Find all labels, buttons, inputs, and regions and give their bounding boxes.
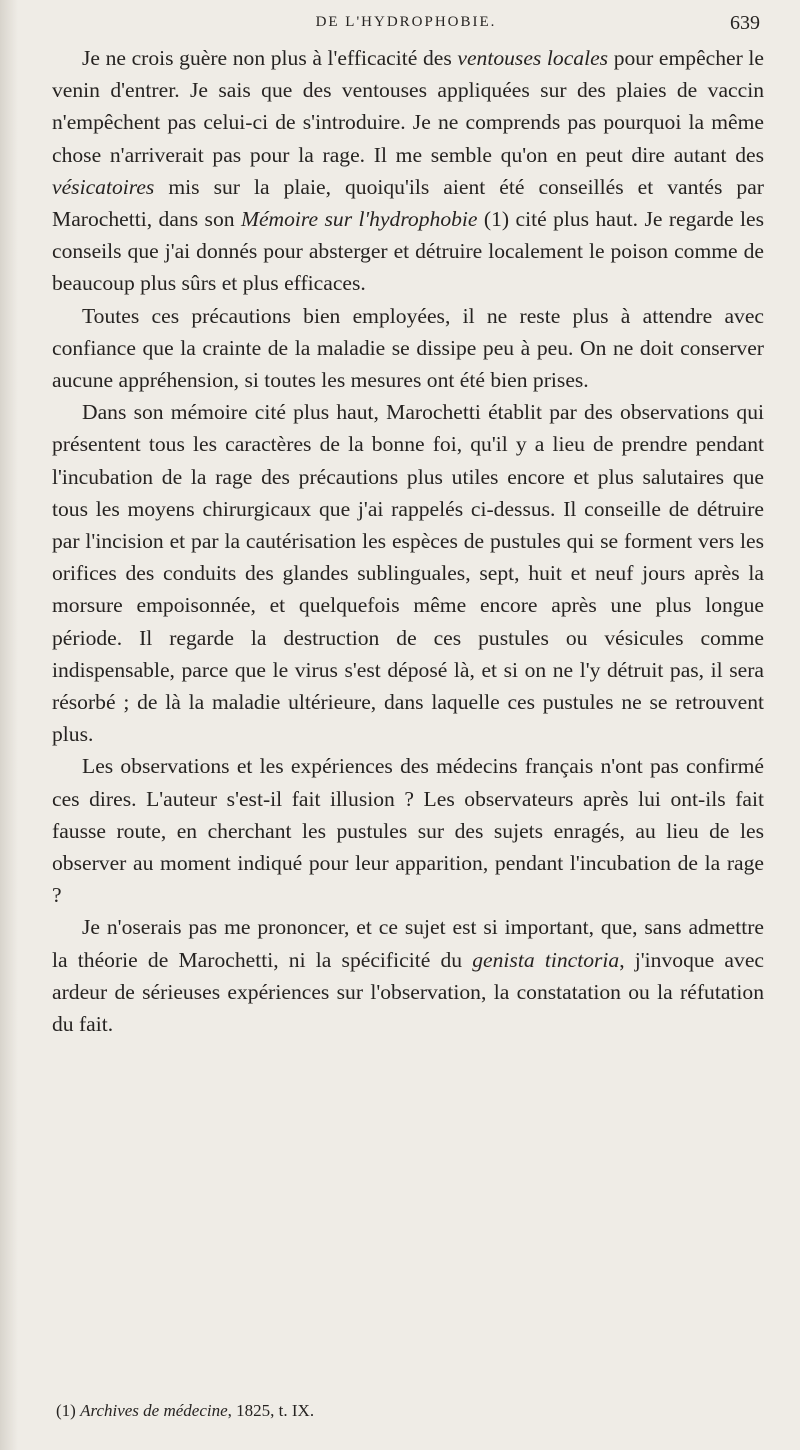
page-header	[52, 8, 760, 38]
text-run: , j'invoque avec ardeur de sérieuses expériences sur l'observation, la constatation ou la réfutation du fait.	[52, 947, 764, 1037]
footnote	[56, 1401, 314, 1421]
italic-text: ventouses locales	[457, 46, 609, 70]
body-text	[52, 42, 764, 1040]
footnote-source: Archives de médecine	[80, 1401, 228, 1420]
running-title: DE L'HYDROPHOBIE.	[315, 14, 497, 30]
text-run: (1) cité plus haut. Je regarde les conseils que j'ai donnés pour absterger et détruire localement le poison comme de beaucoup plus sûrs et plus efficaces.	[52, 207, 764, 296]
paragraph	[52, 750, 764, 911]
paragraph	[52, 911, 764, 1040]
footnote-details: , 1825, t. IX.	[227, 1401, 315, 1420]
paragraph	[52, 396, 764, 750]
page-number: 639	[730, 12, 760, 34]
page-edge-shadow	[0, 0, 18, 1450]
italic-text: genista tinctoria	[472, 947, 620, 972]
text-run: Je ne crois guère non plus à l'efficacité des	[82, 46, 458, 70]
text-run: pour empêcher le venin d'entrer. Je sais que des ventouses appliquées sur des plaies de vaccin n'empêchent pas celui-ci de s'introduire. Je ne comprends pas pourquoi la même chose n'arriverait pas pour la rage. Il me semble qu'on en peut dire autant des	[52, 46, 765, 167]
italic-text: vésicatoires	[52, 174, 155, 199]
text-run: Toutes ces précautions bien employées, il ne reste plus à attendre avec confiance que la crainte de la maladie se dissipe peu à peu. On ne doit conserver aucune appréhension, si toutes les mesures ont été bien prises.	[52, 303, 764, 393]
text-run: Dans son mémoire cité plus haut, Marochetti établit par des observations qui présentent tous les caractères de la bonne foi, qu'il y a lieu de prendre pendant l'incubation de la rage des précautions plus utiles encore et plus salutaires que tous les moyens chirurgicaux que j'ai rappelés ci-dessus. Il conseille de détruire par l'incision et par la cautérisation les espèces de pustules qui se forment vers les orifices des conduits des glandes sublinguales, sept, huit et neuf jours après la morsure empoisonnée, et quelquefois même encore après une plus longue période. Il regarde la destruction de ces pustules ou vésicules comme indispensable, parce que le virus s'est déposé là, et si on ne l'y détruit pas, il sera résorbé ; de là la maladie ultérieure, dans laquelle ces pustules ne se retrouvent plus.	[52, 400, 764, 747]
paragraph	[52, 300, 764, 397]
italic-text: Mémoire sur l'hydrophobie	[240, 207, 478, 232]
text-run: Les observations et les expériences des médecins français n'ont pas confirmé ces dires. L'auteur s'est-il fait illusion ? Les observateurs après lui ont-ils fait fausse route, en cherchant les pustules sur des sujets enragés, au lieu de les observer au moment indiqué pour leur apparition, pendant l'incubation de la rage ?	[52, 754, 764, 908]
text-run: mis sur la plaie, quoiqu'ils aient été conseillés et vantés par Marochetti, dans son	[52, 174, 764, 232]
footnote-marker: (1)	[56, 1401, 81, 1420]
paragraph	[52, 42, 764, 300]
text-run: Je n'oserais pas me prononcer, et ce sujet est si important, que, sans admettre la théorie de Marochetti, ni la spécificité du	[52, 915, 764, 972]
